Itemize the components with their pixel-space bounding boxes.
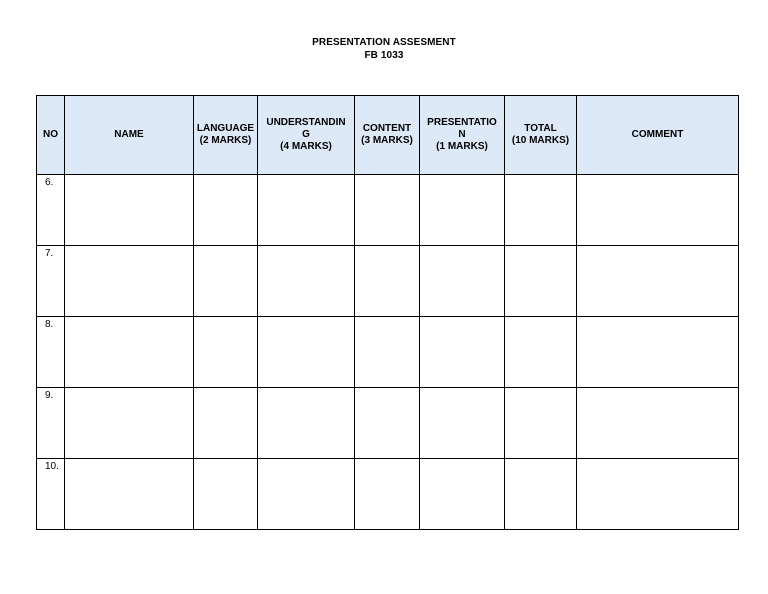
comment-cell[interactable]	[577, 317, 739, 388]
header-presentation-line-3: (1 MARKS)	[436, 141, 488, 152]
document-subtitle: FB 1033	[364, 50, 404, 61]
presentation-cell[interactable]	[420, 459, 505, 530]
header-total-line-2: (10 MARKS)	[511, 135, 570, 146]
language-cell[interactable]	[194, 317, 258, 388]
header-presentation-line-1: PRESENTATIO	[427, 117, 497, 128]
header-language-line-2: (2 MARKS)	[199, 135, 252, 146]
row-number: 7.	[37, 246, 65, 317]
header-understanding-line-1: UNDERSTANDIN	[266, 117, 346, 128]
header-content	[355, 96, 420, 175]
header-content-line-1: CONTENT	[362, 123, 412, 134]
presentation-cell[interactable]	[420, 175, 505, 246]
understanding-cell[interactable]	[258, 388, 355, 459]
table-row	[37, 459, 739, 530]
header-language-line-1: LANGUAGE	[196, 123, 255, 134]
comment-cell[interactable]	[577, 175, 739, 246]
header-language	[194, 96, 258, 175]
header-content-line-2: (3 MARKS)	[361, 135, 413, 146]
row-number: 8.	[37, 317, 65, 388]
understanding-cell[interactable]	[258, 175, 355, 246]
total-cell[interactable]	[505, 388, 577, 459]
language-cell[interactable]	[194, 459, 258, 530]
row-number: 6.	[37, 175, 65, 246]
header-presentation-line-2: N	[458, 129, 466, 140]
table-row	[37, 175, 739, 246]
understanding-cell[interactable]	[258, 459, 355, 530]
row-number: 9.	[37, 388, 65, 459]
row-number: 10.	[37, 459, 65, 530]
presentation-cell[interactable]	[420, 246, 505, 317]
header-presentation	[420, 96, 505, 175]
header-no	[37, 96, 65, 175]
comment-cell[interactable]	[577, 459, 739, 530]
comment-cell[interactable]	[577, 388, 739, 459]
header-total-line-1: TOTAL	[524, 123, 557, 134]
header-understanding-line-2: G	[302, 129, 310, 140]
understanding-cell[interactable]	[258, 317, 355, 388]
header-no-line: NO	[43, 129, 58, 140]
header-understanding	[258, 96, 355, 175]
language-cell[interactable]	[194, 246, 258, 317]
name-cell[interactable]	[65, 388, 194, 459]
total-cell[interactable]	[505, 175, 577, 246]
language-cell[interactable]	[194, 175, 258, 246]
name-cell[interactable]	[65, 246, 194, 317]
content-cell[interactable]	[355, 317, 420, 388]
header-comment-line: COMMENT	[631, 129, 684, 140]
header-name	[65, 96, 194, 175]
comment-cell[interactable]	[577, 246, 739, 317]
table-header-row	[37, 96, 739, 175]
name-cell[interactable]	[65, 317, 194, 388]
table-row	[37, 246, 739, 317]
document-title: PRESENTATION ASSESMENT	[312, 37, 456, 48]
total-cell[interactable]	[505, 246, 577, 317]
understanding-cell[interactable]	[258, 246, 355, 317]
content-cell[interactable]	[355, 246, 420, 317]
header-comment	[577, 96, 739, 175]
table-row	[37, 317, 739, 388]
total-cell[interactable]	[505, 459, 577, 530]
total-cell[interactable]	[505, 317, 577, 388]
assessment-table	[36, 95, 739, 530]
table-row	[37, 388, 739, 459]
name-cell[interactable]	[65, 459, 194, 530]
language-cell[interactable]	[194, 388, 258, 459]
name-cell[interactable]	[65, 175, 194, 246]
presentation-cell[interactable]	[420, 317, 505, 388]
presentation-cell[interactable]	[420, 388, 505, 459]
header-name-line: NAME	[114, 129, 144, 140]
document-header	[0, 36, 768, 62]
header-total	[505, 96, 577, 175]
content-cell[interactable]	[355, 175, 420, 246]
content-cell[interactable]	[355, 388, 420, 459]
content-cell[interactable]	[355, 459, 420, 530]
header-understanding-line-3: (4 MARKS)	[280, 141, 332, 152]
